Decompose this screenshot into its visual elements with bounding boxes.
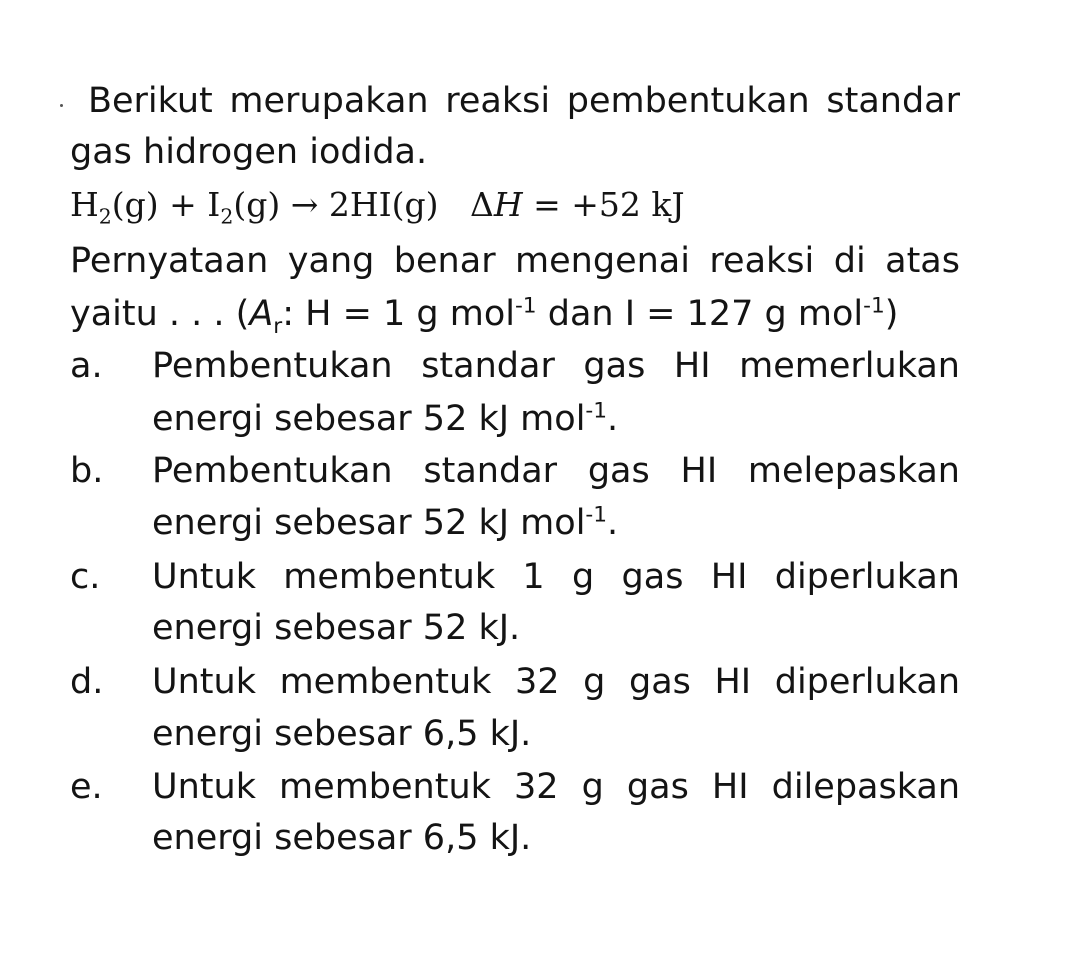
eq-part1: (g) + I	[111, 185, 221, 224]
stmt-exp2: -1	[863, 293, 885, 319]
eq-delta: Δ	[470, 185, 494, 224]
stmt-exp1: -1	[514, 293, 537, 319]
reaction-equation	[70, 182, 970, 228]
statement-line-1: Pernyataan yang benar mengenai reaksi di atas	[70, 241, 960, 281]
stmt-suffix: )	[884, 294, 899, 334]
stmt-h-part: : H = 1 g mol	[282, 294, 515, 334]
eq-i-sub: 2	[220, 204, 234, 229]
option-a-letter: a.	[70, 346, 103, 386]
option-a-line-2-text: energi sebesar 52 kJ mol	[152, 399, 586, 439]
option-b-exp: -1	[585, 502, 608, 528]
option-b-letter: b.	[70, 451, 104, 491]
option-c-line-2: energi sebesar 52 kJ.	[152, 608, 521, 648]
option-e-letter: e.	[70, 767, 103, 807]
intro-line-2: gas hidrogen iodida.	[70, 132, 428, 172]
stmt-prefix: yaitu . . . (	[70, 294, 250, 334]
option-d-line-2: energi sebesar 6,5 kJ.	[152, 714, 532, 754]
eq-part2: (g) → 2HI(g)	[233, 185, 439, 224]
option-d-line-1: Untuk membentuk 32 g gas HI diperlukan	[152, 662, 960, 702]
eq-value: = +52 kJ	[522, 185, 685, 224]
option-b-end: .	[607, 503, 619, 543]
option-a-exp: -1	[585, 398, 608, 424]
option-e-line-1: Untuk membentuk 32 g gas HI dilepaskan	[152, 767, 960, 807]
eq-h-sub: 2	[98, 204, 112, 229]
stray-dot	[60, 104, 63, 107]
option-c-letter: c.	[70, 557, 101, 597]
eq-h-symbol: H	[493, 185, 523, 224]
stmt-mid: dan I = 127 g mol	[536, 294, 864, 334]
stmt-ar-sub: r	[273, 314, 283, 339]
option-d-letter: d.	[70, 662, 104, 702]
statement-line-2	[70, 291, 970, 337]
option-b-line-2	[152, 500, 960, 546]
option-a-line-2	[152, 396, 960, 442]
option-c-line-1: Untuk membentuk 1 g gas HI diperlukan	[152, 557, 960, 597]
intro-line-1: Berikut merupakan reaksi pembentukan standar	[88, 81, 960, 121]
option-a-end: .	[607, 399, 619, 439]
option-a-line-1: Pembentukan standar gas HI memerlukan	[152, 346, 960, 386]
stmt-ar: A	[249, 294, 274, 334]
option-e-line-2: energi sebesar 6,5 kJ.	[152, 818, 532, 858]
eq-h: H	[70, 185, 99, 224]
option-b-line-2-text: energi sebesar 52 kJ mol	[152, 503, 586, 543]
option-b-line-1: Pembentukan standar gas HI melepaskan	[152, 451, 960, 491]
